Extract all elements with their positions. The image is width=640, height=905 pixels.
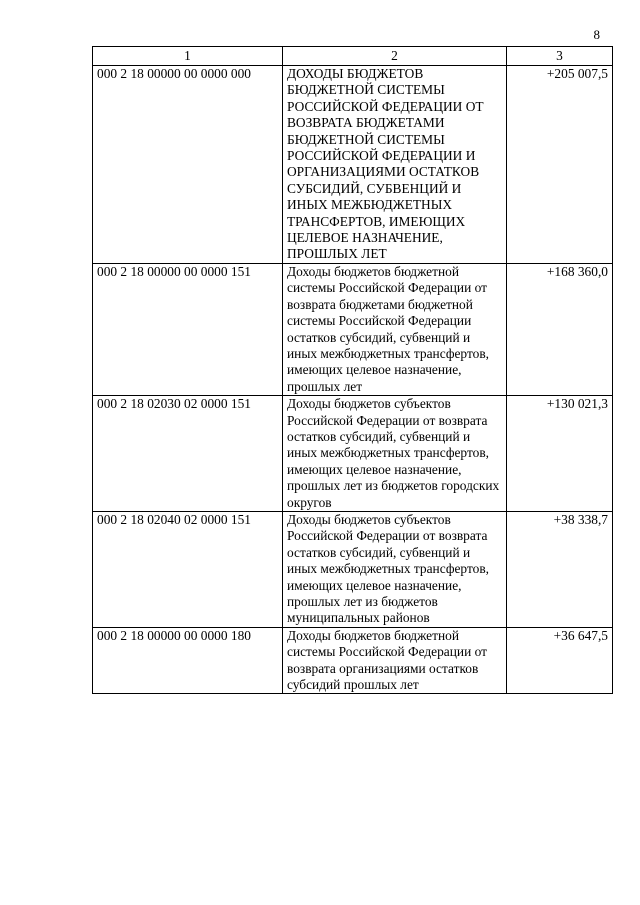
table-row [93, 263, 613, 395]
amount-cell: +205 007,5 [507, 66, 613, 264]
page-number: 8 [593, 27, 600, 42]
amount-cell: +36 647,5 [507, 627, 613, 694]
header-row [93, 47, 613, 66]
table-row [93, 396, 613, 512]
amount-cell: +168 360,0 [507, 263, 613, 395]
table-row [93, 511, 613, 627]
budget-code-cell: 000 2 18 00000 00 0000 151 [93, 263, 283, 395]
column-header-code: 1 [93, 47, 283, 66]
income-name-cell: Доходы бюджетов бюджетной системы Российской Федерации от возврата бюджетами бюджетной системы Российской Федерации остатков субсидий, субвенций и иных межбюджетных трансфертов, имеющих целевое назначение, прошлых лет [283, 263, 507, 395]
table-header [93, 47, 613, 66]
amount-cell: +38 338,7 [507, 511, 613, 627]
income-name-cell: Доходы бюджетов субъектов Российской Федерации от возврата остатков субсидий, субвенций и иных межбюджетных трансфертов, имеющих целевое назначение, прошлых лет из бюджетов муниципальных районов [283, 511, 507, 627]
budget-code-cell: 000 2 18 00000 00 0000 180 [93, 627, 283, 694]
income-name-cell: ДОХОДЫ БЮДЖЕТОВ БЮДЖЕТНОЙ СИСТЕМЫ РОССИЙСКОЙ ФЕДЕРАЦИИ ОТ ВОЗВРАТА БЮДЖЕТАМИ БЮДЖЕТНОЙ СИСТЕМЫ РОССИЙСКОЙ ФЕДЕРАЦИИ И ОРГАНИЗАЦИЯМИ ОСТАТКОВ СУБСИДИЙ, СУБВЕНЦИЙ И ИНЫХ МЕЖБЮДЖЕТНЫХ ТРАНСФЕРТОВ, ИМЕЮЩИХ ЦЕЛЕВОЕ НАЗНАЧЕНИЕ, ПРОШЛЫХ ЛЕТ [283, 66, 507, 264]
column-header-name: 2 [283, 47, 507, 66]
amount-cell: +130 021,3 [507, 396, 613, 512]
income-name-cell: Доходы бюджетов субъектов Российской Федерации от возврата остатков субсидий, субвенций и иных межбюджетных трансфертов, имеющих целевое назначение, прошлых лет из бюджетов городских округов [283, 396, 507, 512]
budget-code-cell: 000 2 18 00000 00 0000 000 [93, 66, 283, 264]
table-row [93, 627, 613, 694]
income-name-cell: Доходы бюджетов бюджетной системы Российской Федерации от возврата организациями остатков субсидий прошлых лет [283, 627, 507, 694]
table-row [93, 66, 613, 264]
table-body [93, 66, 613, 694]
budget-code-cell: 000 2 18 02040 02 0000 151 [93, 511, 283, 627]
column-header-amount: 3 [507, 47, 613, 66]
budget-code-cell: 000 2 18 02030 02 0000 151 [93, 396, 283, 512]
budget-table [92, 46, 613, 694]
